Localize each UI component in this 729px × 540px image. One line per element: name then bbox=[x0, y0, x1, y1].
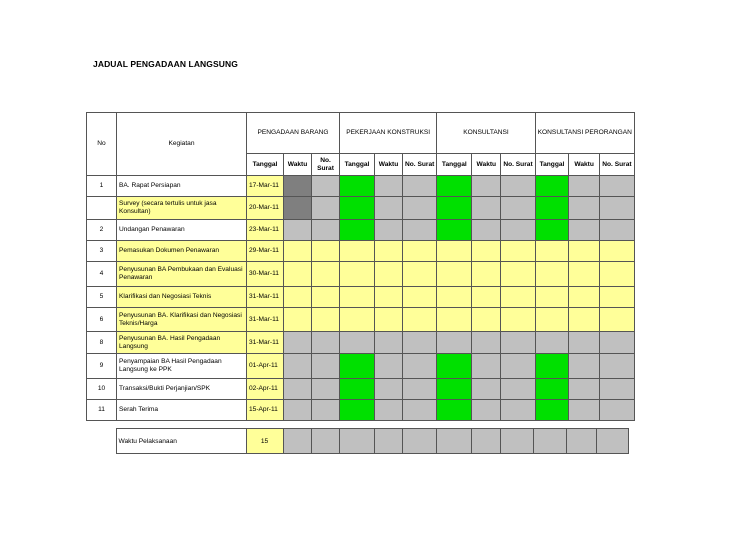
cell bbox=[535, 400, 569, 421]
table-row bbox=[87, 197, 635, 220]
subheader-waktu: Waktu bbox=[284, 154, 312, 176]
cell bbox=[403, 332, 437, 354]
table-row bbox=[87, 379, 635, 400]
footer-spacer bbox=[86, 429, 116, 454]
cell bbox=[569, 262, 600, 287]
cell bbox=[569, 354, 600, 379]
row-number: 2 bbox=[87, 220, 117, 241]
cell bbox=[472, 176, 501, 197]
cell bbox=[535, 379, 569, 400]
cell bbox=[599, 197, 634, 220]
cell bbox=[312, 241, 340, 262]
table-row bbox=[87, 262, 635, 287]
cell bbox=[284, 354, 312, 379]
cell bbox=[284, 197, 312, 220]
cell bbox=[403, 308, 437, 332]
subheader-no-surat: No. Surat bbox=[501, 154, 535, 176]
cell bbox=[284, 241, 312, 262]
table-row bbox=[87, 287, 635, 308]
cell bbox=[283, 429, 311, 454]
cell bbox=[403, 379, 437, 400]
cell bbox=[312, 332, 340, 354]
subheader-tanggal: Tanggal bbox=[437, 154, 472, 176]
cell bbox=[437, 241, 472, 262]
cell bbox=[403, 400, 437, 421]
cell bbox=[284, 176, 312, 197]
cell bbox=[472, 354, 501, 379]
row-tanggal: 01-Apr-11 bbox=[247, 354, 284, 379]
cell bbox=[403, 354, 437, 379]
table-row bbox=[87, 354, 635, 379]
cell bbox=[340, 400, 375, 421]
cell bbox=[312, 176, 340, 197]
subheader-no-surat: No. Surat bbox=[599, 154, 634, 176]
cell bbox=[437, 379, 472, 400]
row-tanggal: 02-Apr-11 bbox=[247, 379, 284, 400]
header-no: No bbox=[87, 113, 117, 176]
cell bbox=[599, 287, 634, 308]
cell bbox=[501, 241, 535, 262]
cell bbox=[599, 308, 634, 332]
cell bbox=[501, 332, 535, 354]
cell bbox=[535, 262, 569, 287]
row-number: 5 bbox=[87, 287, 117, 308]
cell bbox=[374, 429, 402, 454]
cell bbox=[599, 400, 634, 421]
table-row bbox=[87, 176, 635, 197]
row-kegiatan: Serah Terima bbox=[117, 400, 247, 421]
cell bbox=[312, 197, 340, 220]
header-group-pengadaan-barang: PENGADAAN BARANG bbox=[247, 113, 340, 154]
cell bbox=[375, 287, 403, 308]
cell bbox=[340, 197, 375, 220]
cell bbox=[566, 429, 596, 454]
cell bbox=[312, 308, 340, 332]
cell bbox=[403, 241, 437, 262]
row-kegiatan: Penyusunan BA. Hasil Pengadaan Langsung bbox=[117, 332, 247, 354]
cell bbox=[599, 354, 634, 379]
cell bbox=[375, 176, 403, 197]
table-row bbox=[87, 220, 635, 241]
cell bbox=[403, 197, 437, 220]
cell bbox=[533, 429, 566, 454]
cell bbox=[340, 262, 375, 287]
footer-table bbox=[86, 428, 629, 454]
cell bbox=[340, 379, 375, 400]
cell bbox=[437, 262, 472, 287]
subheader-waktu: Waktu bbox=[375, 154, 403, 176]
cell bbox=[599, 220, 634, 241]
cell bbox=[472, 220, 501, 241]
cell bbox=[403, 287, 437, 308]
cell bbox=[535, 176, 569, 197]
cell bbox=[569, 400, 600, 421]
row-tanggal: 29-Mar-11 bbox=[247, 241, 284, 262]
subheader-tanggal: Tanggal bbox=[535, 154, 569, 176]
cell bbox=[569, 176, 600, 197]
row-number: 8 bbox=[87, 332, 117, 354]
cell bbox=[284, 220, 312, 241]
row-kegiatan: Undangan Penawaran bbox=[117, 220, 247, 241]
header-group-konsultansi: KONSULTANSI bbox=[437, 113, 535, 154]
cell bbox=[501, 287, 535, 308]
cell bbox=[340, 287, 375, 308]
subheader-waktu: Waktu bbox=[569, 154, 600, 176]
table-row bbox=[87, 332, 635, 354]
cell bbox=[569, 220, 600, 241]
cell bbox=[437, 354, 472, 379]
cell bbox=[375, 220, 403, 241]
row-tanggal: 23-Mar-11 bbox=[247, 220, 284, 241]
cell bbox=[599, 379, 634, 400]
row-tanggal: 30-Mar-11 bbox=[247, 262, 284, 287]
cell bbox=[437, 400, 472, 421]
cell bbox=[535, 287, 569, 308]
cell bbox=[535, 354, 569, 379]
cell bbox=[437, 332, 472, 354]
cell bbox=[535, 332, 569, 354]
cell bbox=[375, 332, 403, 354]
cell bbox=[472, 287, 501, 308]
cell bbox=[599, 241, 634, 262]
cell bbox=[402, 429, 436, 454]
row-kegiatan: Pemasukan Dokumen Penawaran bbox=[117, 241, 247, 262]
row-number: 1 bbox=[87, 176, 117, 197]
cell bbox=[596, 429, 628, 454]
cell bbox=[569, 332, 600, 354]
subheader-tanggal: Tanggal bbox=[247, 154, 284, 176]
row-kegiatan: Survey (secara tertulis untuk jasa Konsultan) bbox=[117, 197, 247, 220]
cell bbox=[569, 308, 600, 332]
row-kegiatan: BA. Rapat Persiapan bbox=[117, 176, 247, 197]
cell bbox=[501, 262, 535, 287]
cell bbox=[340, 176, 375, 197]
row-tanggal: 17-Mar-11 bbox=[247, 176, 284, 197]
cell bbox=[375, 379, 403, 400]
row-number bbox=[87, 197, 117, 220]
cell bbox=[599, 176, 634, 197]
footer-label: Waktu Pelaksanaan bbox=[116, 429, 246, 454]
row-kegiatan: Penyusunan BA. Klarifikasi dan Negosiasi Teknis/Harga bbox=[117, 308, 247, 332]
cell bbox=[436, 429, 471, 454]
cell bbox=[472, 379, 501, 400]
cell bbox=[340, 241, 375, 262]
subheader-no-surat: No. Surat bbox=[403, 154, 437, 176]
row-number: 9 bbox=[87, 354, 117, 379]
cell bbox=[284, 287, 312, 308]
cell bbox=[569, 287, 600, 308]
cell bbox=[312, 220, 340, 241]
cell bbox=[284, 400, 312, 421]
row-tanggal: 31-Mar-11 bbox=[247, 287, 284, 308]
cell bbox=[569, 241, 600, 262]
row-tanggal: 31-Mar-11 bbox=[247, 332, 284, 354]
subheader-waktu: Waktu bbox=[472, 154, 501, 176]
cell bbox=[339, 429, 374, 454]
row-number: 4 bbox=[87, 262, 117, 287]
cell bbox=[569, 379, 600, 400]
cell bbox=[599, 332, 634, 354]
row-kegiatan: Klarifikasi dan Negosiasi Teknis bbox=[117, 287, 247, 308]
row-tanggal: 20-Mar-11 bbox=[247, 197, 284, 220]
cell bbox=[375, 241, 403, 262]
cell bbox=[500, 429, 533, 454]
cell bbox=[472, 197, 501, 220]
cell bbox=[472, 400, 501, 421]
cell bbox=[375, 400, 403, 421]
cell bbox=[340, 220, 375, 241]
cell bbox=[437, 197, 472, 220]
cell bbox=[375, 308, 403, 332]
row-number: 11 bbox=[87, 400, 117, 421]
cell bbox=[375, 197, 403, 220]
header-kegiatan: Kegiatan bbox=[117, 113, 247, 176]
header-group-pekerjaan-konstruksi: PEKERJAAN KONSTRUKSI bbox=[340, 113, 437, 154]
cell bbox=[312, 287, 340, 308]
cell bbox=[340, 354, 375, 379]
row-tanggal: 31-Mar-11 bbox=[247, 308, 284, 332]
cell bbox=[535, 241, 569, 262]
cell bbox=[472, 308, 501, 332]
cell bbox=[403, 176, 437, 197]
cell bbox=[472, 241, 501, 262]
cell bbox=[437, 176, 472, 197]
cell bbox=[403, 262, 437, 287]
page-title: JADUAL PENGADAAN LANGSUNG bbox=[93, 59, 238, 69]
cell bbox=[501, 400, 535, 421]
row-kegiatan: Transaksi/Bukti Perjanjian/SPK bbox=[117, 379, 247, 400]
cell bbox=[569, 197, 600, 220]
cell bbox=[535, 220, 569, 241]
row-kegiatan: Penyampaian BA Hasil Pengadaan Langsung ke PPK bbox=[117, 354, 247, 379]
table-row bbox=[87, 241, 635, 262]
cell bbox=[340, 308, 375, 332]
cell bbox=[311, 429, 339, 454]
cell bbox=[284, 308, 312, 332]
row-tanggal: 15-Apr-11 bbox=[247, 400, 284, 421]
table-row bbox=[87, 308, 635, 332]
cell bbox=[535, 308, 569, 332]
cell bbox=[501, 197, 535, 220]
footer-value: 15 bbox=[246, 429, 283, 454]
cell bbox=[284, 262, 312, 287]
cell bbox=[471, 429, 500, 454]
table-row bbox=[87, 400, 635, 421]
cell bbox=[312, 400, 340, 421]
cell bbox=[437, 308, 472, 332]
cell bbox=[501, 379, 535, 400]
cell bbox=[284, 332, 312, 354]
cell bbox=[501, 308, 535, 332]
cell bbox=[472, 332, 501, 354]
cell bbox=[340, 332, 375, 354]
cell bbox=[472, 262, 501, 287]
cell bbox=[312, 354, 340, 379]
footer-row bbox=[86, 429, 628, 454]
subheader-no-surat: No. Surat bbox=[312, 154, 340, 176]
row-number: 6 bbox=[87, 308, 117, 332]
cell bbox=[501, 354, 535, 379]
cell bbox=[501, 220, 535, 241]
row-number: 10 bbox=[87, 379, 117, 400]
cell bbox=[375, 262, 403, 287]
row-number: 3 bbox=[87, 241, 117, 262]
cell bbox=[312, 379, 340, 400]
cell bbox=[403, 220, 437, 241]
row-kegiatan: Penyusunan BA Pembukaan dan Evaluasi Penawaran bbox=[117, 262, 247, 287]
cell bbox=[599, 262, 634, 287]
schedule-table bbox=[86, 112, 635, 421]
cell bbox=[437, 287, 472, 308]
subheader-tanggal: Tanggal bbox=[340, 154, 375, 176]
cell bbox=[535, 197, 569, 220]
cell bbox=[501, 176, 535, 197]
cell bbox=[375, 354, 403, 379]
cell bbox=[312, 262, 340, 287]
cell bbox=[284, 379, 312, 400]
cell bbox=[437, 220, 472, 241]
header-group-konsultansi-perorangan: KONSULTANSI PERORANGAN bbox=[535, 113, 634, 154]
